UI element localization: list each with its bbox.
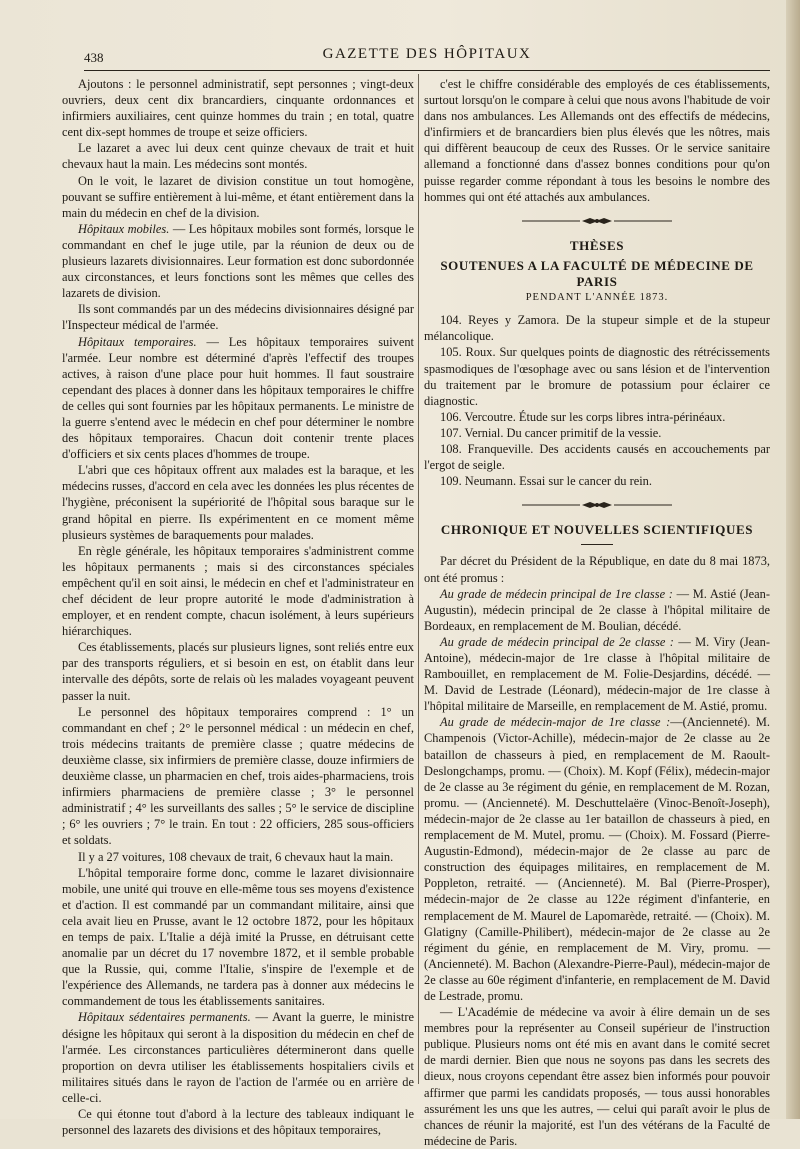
theses-period: PENDANT L'ANNÉE 1873. [525, 292, 669, 304]
paragraph-text: — Les hôpitaux mobiles sont formés, lorsque le commandant en chef le juge utile, par la réunion de deux ou de plusieurs lazarets divisionnaires. Leur formation est donc subordonnée aux circonstances, et leurs fonctions sont les mêmes que celles des lazarets de division. [62, 221, 414, 301]
paragraph: — L'Académie de médecine va avoir à élire demain un de ses membres pour la représenter au Conseil supérieur de l'instruction publique. Plusieurs noms ont été mis en avant dans le comité secret de mardi dernier. Bien que nous ne soyons pas dans les secrets des dieux, nous croyons cependant être assez bien informés pour pouvoir affirmer que parmi les candidats proposés, — tous aussi honorables assurément les uns que les autres, — celui qui paraît avoir le plus de chances de réunir la majorité, est l'un des vétérans de la Faculté de médecine de Paris. [424, 1005, 770, 1148]
thesis-item: 104. Reyes y Zamora. De la stupeur simple et de la stupeur mélancolique. [424, 313, 770, 344]
paragraph: Ils sont commandés par un des médecins divisionnaires désigné par l'Inspecteur médical de l'armée. [62, 302, 414, 333]
paragraph: Il y a 27 voitures, 108 chevaux de trait, 6 chevaux haut la main. [78, 849, 394, 864]
paragraph: Ajoutons : le personnel administratif, sept personnes ; vingt-deux ouvriers, deux cent dix brancardiers, cinquante ordonnances et infirmiers auxiliaires, cent quinze hommes du train ; en total, quatre cent dix-sept hommes de troupe et seize officiers. [62, 77, 414, 140]
paragraph-heading: Au grade de médecin principal de 2e classe : [440, 634, 674, 649]
paragraph: L'hôpital temporaire forme donc, comme le lazaret divisionnaire mobile, une unité qui trouve en elle-même tous ses moyens d'existence et d'action. Il est commandé par un commandant militaire, ainsi que cela avait lieu en Prusse, avant le 12 octobre 1872, pour les hôpitaux en temps de paix. L'Italie a déjà imité la Prusse, en détruisant cette anomalie par un décret du 17 novembre 1872, et il semble probable que la Russie, qui, comme l'Italie, s'inspire de l'exemple et de l'expérience des Allemands, ne tardera pas à donner aux médecins le commandement de tous les établissements sanitaires. [62, 865, 414, 1009]
paragraph: Le personnel des hôpitaux temporaires comprend : 1° un commandant en chef ; 2° le personnel médical : un médecin en chef, trois médecins traitants de première classe ; quatre médecins de deuxième classe, six infirmiers de première classe, douze infirmiers de deuxième classe, un pharmacien en chef, trois aides-pharmaciens, trois infirmiers pharmaciens de première classe ; 3° le personnel administratif ; 4° les surveillants des salles ; 5° le service de discipline ; 6° les ouvriers ; 7° le train. En tout : 22 officiers, 285 sous-officiers et soldats. [62, 704, 414, 848]
journal-title: GAZETTE DES HÔPITAUX [322, 46, 532, 62]
paragraph-text: — M. Viry (Jean-Antoine), médecin-major de 1re classe à l'hôpital militaire de Rambouillet, en remplacement de M. Folie-Desjardins, décédé. — M. David de Lestrade (Léonard), médecin-major de 1re classe à l'hôpital militaire de Marseille, en remplacement de M. Astié, promu. [424, 634, 770, 714]
paragraph: Ces établissements, placés sur plusieurs lignes, sont reliés entre eux par des transports réguliers, et si besoin en est, on établit dans leur intervalle des dépôts, sorte de relais où les malades voyageant peuvent passer la nuit. [62, 640, 414, 703]
thesis-item: 107. Vernial. Du cancer primitif de la vessie. [440, 425, 662, 440]
paragraph-heading: Hôpitaux temporaires. [78, 334, 197, 349]
thesis-item: 109. Neumann. Essai sur le cancer du rein. [440, 474, 652, 489]
paragraph [62, 334, 414, 463]
paragraph-heading: Hôpitaux sédentaires permanents. [78, 1010, 251, 1025]
paragraph [424, 634, 770, 714]
paragraph: Le lazaret a avec lui deux cent quinze chevaux de trait et huit chevaux haut la main. Les médecins sont montés. [62, 141, 414, 172]
paragraph [62, 221, 414, 301]
right-column [424, 76, 770, 1149]
paragraph-text: — Avant la guerre, le ministre désigne les hôpitaux qui seront à la disposition du médecin en chef de l'armée. Les circonstances particulières détermineront dans quelle proportion on devra utiliser les établissements hospitaliers civils et militaires situés dans le rayon de l'action de l'armée ou en arrière de celle-ci. [62, 1010, 415, 1105]
paragraph-heading: Au grade de médecin principal de 1re classe : [440, 586, 673, 601]
title-underline [581, 544, 613, 545]
paragraph-text: — M. Astié (Jean-Augustin), médecin principal de 2e classe à l'hôpital militaire de Bordeaux, en remplacement de M. Boulian, décédé. [424, 586, 770, 633]
paragraph-heading: Au grade de médecin-major de 1re classe : [440, 715, 671, 730]
paragraph: Par décret du Président de la République, en date du 8 mai 1873, ont été promus : [424, 554, 770, 585]
ornament-divider [424, 498, 770, 514]
paragraph: En règle générale, les hôpitaux temporaires s'administrent comme les hôpitaux permanents ; mais si des circonstances spéciales empêchent qu'il en soit ainsi, le médecin en chef et l'administrateur en chef décident de leur propre autorité le mode d'administration à employer, et en rendent compte, chacun isolément, à leurs supérieurs hiérarchiques. [62, 543, 414, 639]
theses-list [424, 312, 770, 489]
paragraph [424, 714, 770, 1004]
chronique-title: CHRONIQUE ET NOUVELLES SCIENTIFIQUES [440, 522, 754, 538]
paragraph-text: —(Ancienneté). M. Champenois (Victor-Achille), médecin-major de 2e classe au 2e bataillon de chasseurs à pied, en remplacement de M. Raoult-Deslongchamps, promu. — (Choix). M. Kopf (Félix), médecin-major de 2e classe au 3e régiment du génie, en remplacement de M. Rozan, promu. — (Ancienneté). M. Deschuttelaëre (Vinoc-Benoît-Joseph), médecin-major de 2e classe au 1er bataillon de chasseurs à pied, en remplacement de M. Mutel, promu. — (Choix). M. Fossard (Pierre-Augustin-Edmond), médecin-major de 2e classe au parc de construction des équipages militaires, en remplacement de M. Poppleton, retraité. — (Ancienneté). M. Bal (Pierre-Prosper), médecin-major de 2e classe au 122e régiment d'infanterie, en remplacement de M. Maurel de Lapomarède, retraité. — (Choix). M. Glatigny (Camille-Philibert), médecin-major de 2e classe au 2e régiment du génie, en remplacement de M. Viry, promu. — (Ancienneté). M. Bachon (Alexandre-Pierre-Paul), médecin-major de 2e classe au 60e régiment d'infanterie, en remplacement de M. David de Lestrade, promu. [424, 715, 770, 1003]
ornament-divider [424, 214, 770, 230]
paragraph: L'abri que ces hôpitaux offrent aux malades est la baraque, et les médecins russes, d'accord en cela avec les données les plus récentes de l'hygiène, préconisent la supériorité de l'hôpital sous baraque sur le grand hôpital en pierre. Ils expérimentent en ce moment même plusieurs systèmes de baraquements pour malades. [62, 463, 414, 542]
page-edge [786, 0, 800, 1119]
left-column [62, 76, 414, 1138]
thesis-item: 105. Roux. Sur quelques points de diagnostic des rétrécissements spasmodiques de l'œsophage avec ou sans lésion et de l'intervention du traitement par le bromure de potassium pour éclairer ce diagnostic. [424, 345, 770, 408]
theses-title: THÈSES [569, 237, 625, 253]
paragraph: Ce qui étonne tout d'abord à la lecture des tableaux indiquant le personnel des lazarets des divisions et des hôpitaux temporaires, [62, 1107, 414, 1138]
ornament-icon [522, 217, 672, 225]
page-number: 438 [84, 50, 104, 65]
thesis-item: 106. Vercoutre. Étude sur les corps libres intra-périnéaux. [440, 409, 726, 424]
paragraph-text: — Les hôpitaux temporaires suivent l'armée. Leur nombre est déterminé d'après l'effectif des troupes actives, à raison d'une place pour huit hommes. Il faut soustraire cependant des places à donner dans les hôpitaux temporaires le chiffre de celles qui sont fournies par les hôpitaux permanents. Le ministre de la guerre s'entend avec le médecin en chef pour déterminer le nombre des hôpitaux temporaires. Chacun doit contenir trente places d'officiers et six cents places d'hommes de troupe. [62, 334, 414, 462]
paragraph: c'est le chiffre considérable des employés de ces établissements, surtout lorsqu'on le compare à celui que nous avons l'habitude de voir dans nos ambulances. Les Allemands ont des effectifs de médecins, d'infirmiers et de brancardiers bien plus élevés que les nôtres, mais qui diffèrent beaucoup de ceux des Russes. Or le service sanitaire allemand a fonctionné dans d'assez bonnes conditions pour qu'on puisse regarder comme répondant à tous les besoins le nombre des hommes qui ont été attachés aux ambulances. [424, 77, 770, 204]
paragraph: On le voit, le lazaret de division constitue un tout homogène, pouvant se suffire entièrement à lui-même, et étant entièrement dans la main du médecin en chef de la division. [62, 173, 414, 220]
paragraph-heading: Hôpitaux mobiles. [78, 221, 170, 236]
page-header [84, 44, 770, 71]
ornament-icon [522, 501, 672, 509]
column-divider [418, 74, 419, 1084]
theses-subtitle: SOUTENUES A LA FACULTÉ DE MÉDECINE DE PARIS [440, 257, 754, 290]
paragraph [62, 1009, 414, 1106]
thesis-item: 108. Franqueville. Des accidents causés en accouchements par l'ergot de seigle. [424, 441, 770, 473]
paragraph [424, 586, 770, 634]
